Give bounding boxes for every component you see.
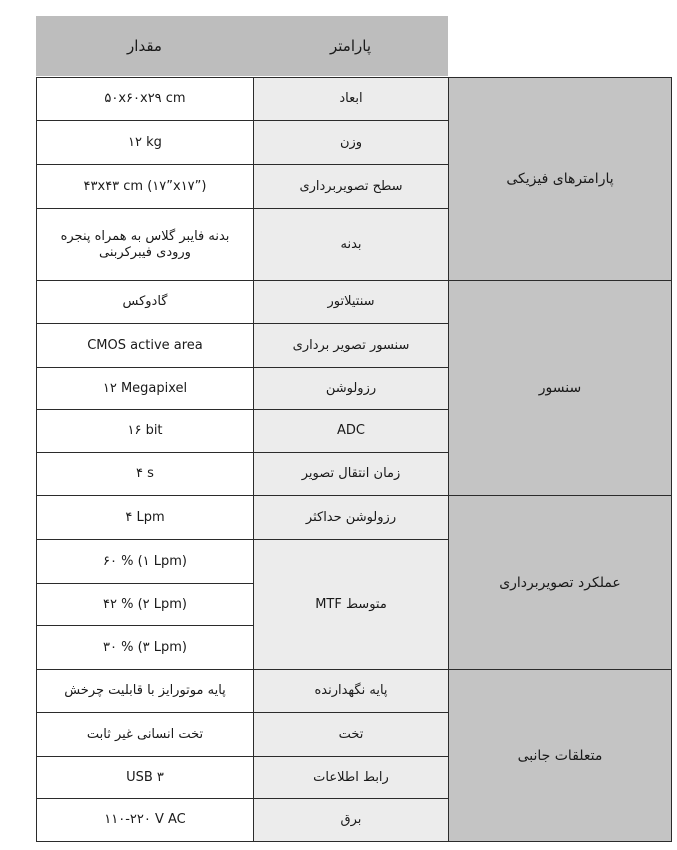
spec-table: [36, 16, 672, 842]
parameter-cell: ADC: [253, 409, 449, 453]
parameter-cell: رزولوشن: [253, 367, 449, 410]
parameter-cell: زمان انتقال تصویر: [253, 452, 449, 496]
value-cell: ۴۳x۴۳ cm (۱۷”x۱۷”): [36, 164, 254, 209]
value-cell: ۱۶ bit: [36, 409, 254, 453]
group-label: متعلقات جانبی: [448, 669, 672, 842]
parameter-cell: MTF متوسط: [253, 539, 449, 670]
header-value: مقدار: [36, 16, 253, 76]
parameter-cell: سنسور تصویر برداری: [253, 323, 449, 368]
group-label: پارامترهای فیزیکی: [448, 77, 672, 281]
parameter-cell: سنتیلاتور: [253, 280, 449, 324]
value-cell: ۱۱۰-۲۲۰ V AC: [36, 798, 254, 842]
group-label: عملکرد تصویربرداری: [448, 495, 672, 670]
parameter-cell: سطح تصویربرداری: [253, 164, 449, 209]
value-cell: ۶۰ % (۱ Lpm): [36, 539, 254, 584]
value-cell: پایه موتورایز با قابلیت چرخش: [36, 669, 254, 713]
parameter-cell: رابط اطلاعات: [253, 756, 449, 799]
parameter-cell: تخت: [253, 712, 449, 757]
header-parameter: پارامتر: [253, 16, 448, 76]
parameter-cell: پایه نگهدارنده: [253, 669, 449, 713]
value-cell: گادوکس: [36, 280, 254, 324]
parameter-cell: برق: [253, 798, 449, 842]
value-cell: ۳۰ % (۳ Lpm): [36, 625, 254, 670]
value-cell: بدنه فایبر گلاس به همراه پنجره ورودی فیبرکربنی: [36, 208, 254, 281]
value-cell: ۱۲ kg: [36, 120, 254, 165]
parameter-cell: ابعاد: [253, 77, 449, 121]
value-cell: ۱۲ Megapixel: [36, 367, 254, 410]
parameter-cell: وزن: [253, 120, 449, 165]
parameter-cell: رزولوشن حداکثر: [253, 495, 449, 540]
value-cell: ۵۰x۶۰x۲۹ cm: [36, 77, 254, 121]
value-cell: تخت انسانی غیر ثابت: [36, 712, 254, 757]
value-cell: CMOS active area: [36, 323, 254, 368]
group-label: سنسور: [448, 280, 672, 496]
value-cell: ۴ Lpm: [36, 495, 254, 540]
value-cell: USB ۳: [36, 756, 254, 799]
value-cell: ۴ s: [36, 452, 254, 496]
value-cell: ۴۲ % (۲ Lpm): [36, 583, 254, 626]
parameter-cell: بدنه: [253, 208, 449, 281]
